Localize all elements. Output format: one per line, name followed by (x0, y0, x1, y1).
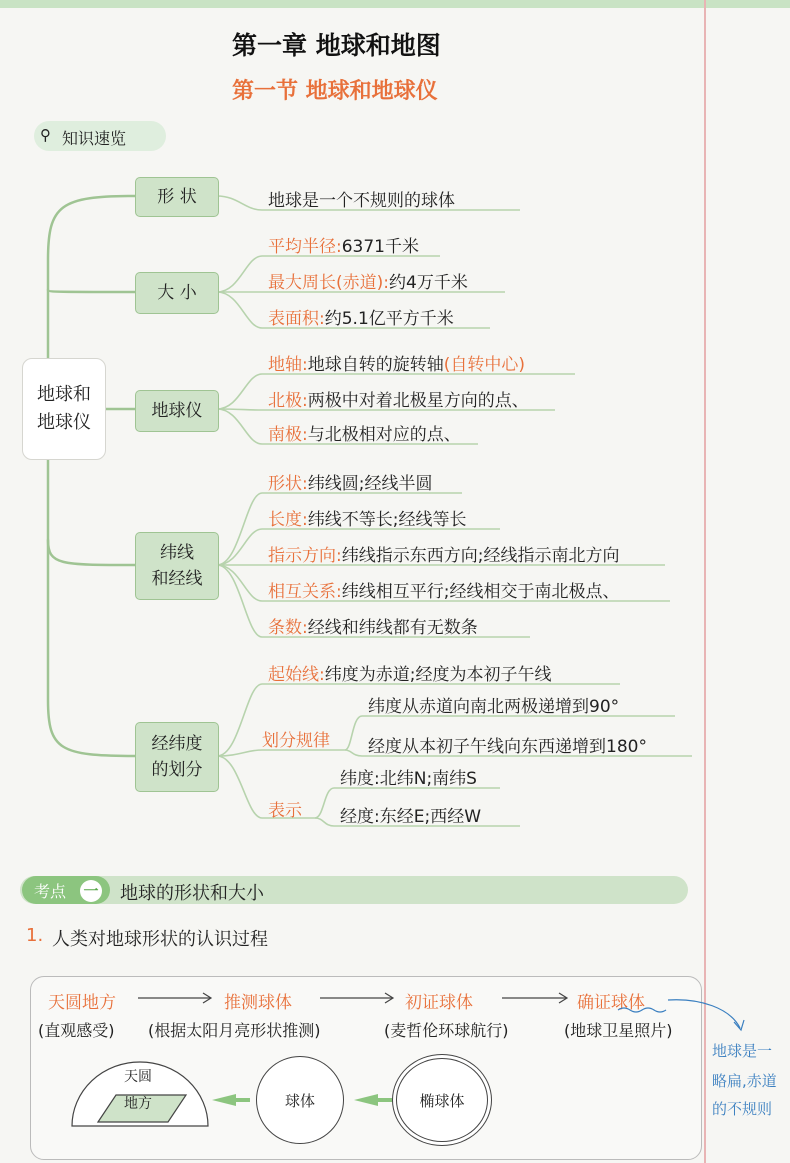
degree-rule-label: 划分规律 (262, 731, 330, 751)
degree-repr-longitude: 经度:东经E;西经W (340, 807, 482, 827)
node-lines (135, 532, 219, 600)
figure-ellipsoid (396, 1058, 488, 1142)
globe-item-north: 北极:两极中对着北极星方向的点、 (268, 391, 529, 411)
lines-item-relation: 相互关系:纬线相互平行;经线相交于南北极点、 (268, 582, 620, 602)
figure-sphere-label: 球体 (284, 1091, 315, 1110)
step-3-note: (麦哲伦环球航行) (384, 1021, 509, 1040)
root-line-2: 地球仪 (37, 412, 91, 433)
lines-item-direction: 指示方向:纬线指示东西方向;经线指示南北方向 (268, 546, 620, 566)
section-title: 第一节 地球和地球仪 (232, 78, 438, 104)
step-1-title: 天圆地方 (48, 993, 116, 1013)
shape-item: 地球是一个不规则的球体 (268, 191, 455, 211)
figure-ellipsoid-label: 椭球体 (419, 1091, 465, 1110)
margin-note-2: 略扁,赤道 (712, 1072, 777, 1090)
degree-repr-latitude: 纬度:北纬N;南纬S (340, 769, 477, 789)
node-lines-line1: 纬线 (160, 543, 194, 563)
size-item-area: 表面积:约5.1亿平方千米 (268, 309, 454, 329)
node-shape: 形 状 (135, 177, 219, 217)
size-item-circumference: 最大周长(赤道):约4万千米 (268, 273, 468, 293)
step-2-note: (根据太阳月亮形状推测) (148, 1021, 321, 1040)
margin-note-1: 地球是一 (712, 1042, 773, 1060)
degree-repr-label: 表示 (268, 801, 302, 821)
step-2-title: 推测球体 (224, 993, 292, 1013)
degree-item-start: 起始线:纬度为赤道;经度为本初子午线 (268, 665, 552, 685)
node-size: 大 小 (135, 272, 219, 314)
lines-item-shape: 形状:纬线圆;经线半圆 (268, 474, 433, 494)
node-degree (135, 722, 219, 792)
step-4-note: (地球卫星照片) (564, 1021, 673, 1040)
knowledge-label: 知识速览 (62, 129, 127, 148)
search-icon: ⚲ (40, 126, 51, 144)
lines-item-count: 条数:经线和纬线都有无数条 (268, 618, 478, 638)
size-item-radius: 平均半径:6371千米 (268, 237, 419, 257)
figure-earth-label: 地方 (124, 1096, 152, 1112)
section-number: 一 (80, 880, 102, 902)
section-title-text: 地球的形状和大小 (120, 883, 264, 904)
figure-sphere (256, 1056, 344, 1144)
root-line-1: 地球和 (37, 384, 91, 405)
section-badge-label: 考点 (34, 882, 67, 901)
margin-note-3: 的不规则 (712, 1100, 773, 1118)
node-lines-line2: 和经线 (151, 569, 203, 589)
point-number: 1. (26, 925, 44, 946)
step-3-title: 初证球体 (405, 993, 473, 1013)
lines-item-length: 长度:纬线不等长;经线等长 (268, 510, 467, 530)
globe-item-axis: 地轴:地球自转的旋转轴(自转中心) (268, 355, 525, 375)
mindmap-root (22, 358, 106, 460)
degree-rule-longitude: 经度从本初子午线向东西递增到180° (368, 737, 647, 757)
node-globe: 地球仪 (135, 390, 219, 432)
node-degree-line1: 经纬度 (151, 734, 203, 754)
node-degree-line2: 的划分 (151, 760, 203, 780)
chapter-title: 第一章 地球和地图 (232, 31, 441, 60)
figure-sky-label: 天圆 (124, 1069, 152, 1085)
point-title: 人类对地球形状的认识过程 (52, 929, 268, 950)
process-arrows (0, 980, 790, 1160)
step-4-title: 确证球体 (577, 993, 645, 1013)
globe-item-south: 南极:与北极相对应的点、 (268, 425, 461, 445)
step-1-note: (直观感受) (38, 1021, 115, 1040)
degree-rule-latitude: 纬度从赤道向南北两极递增到90° (368, 697, 620, 717)
